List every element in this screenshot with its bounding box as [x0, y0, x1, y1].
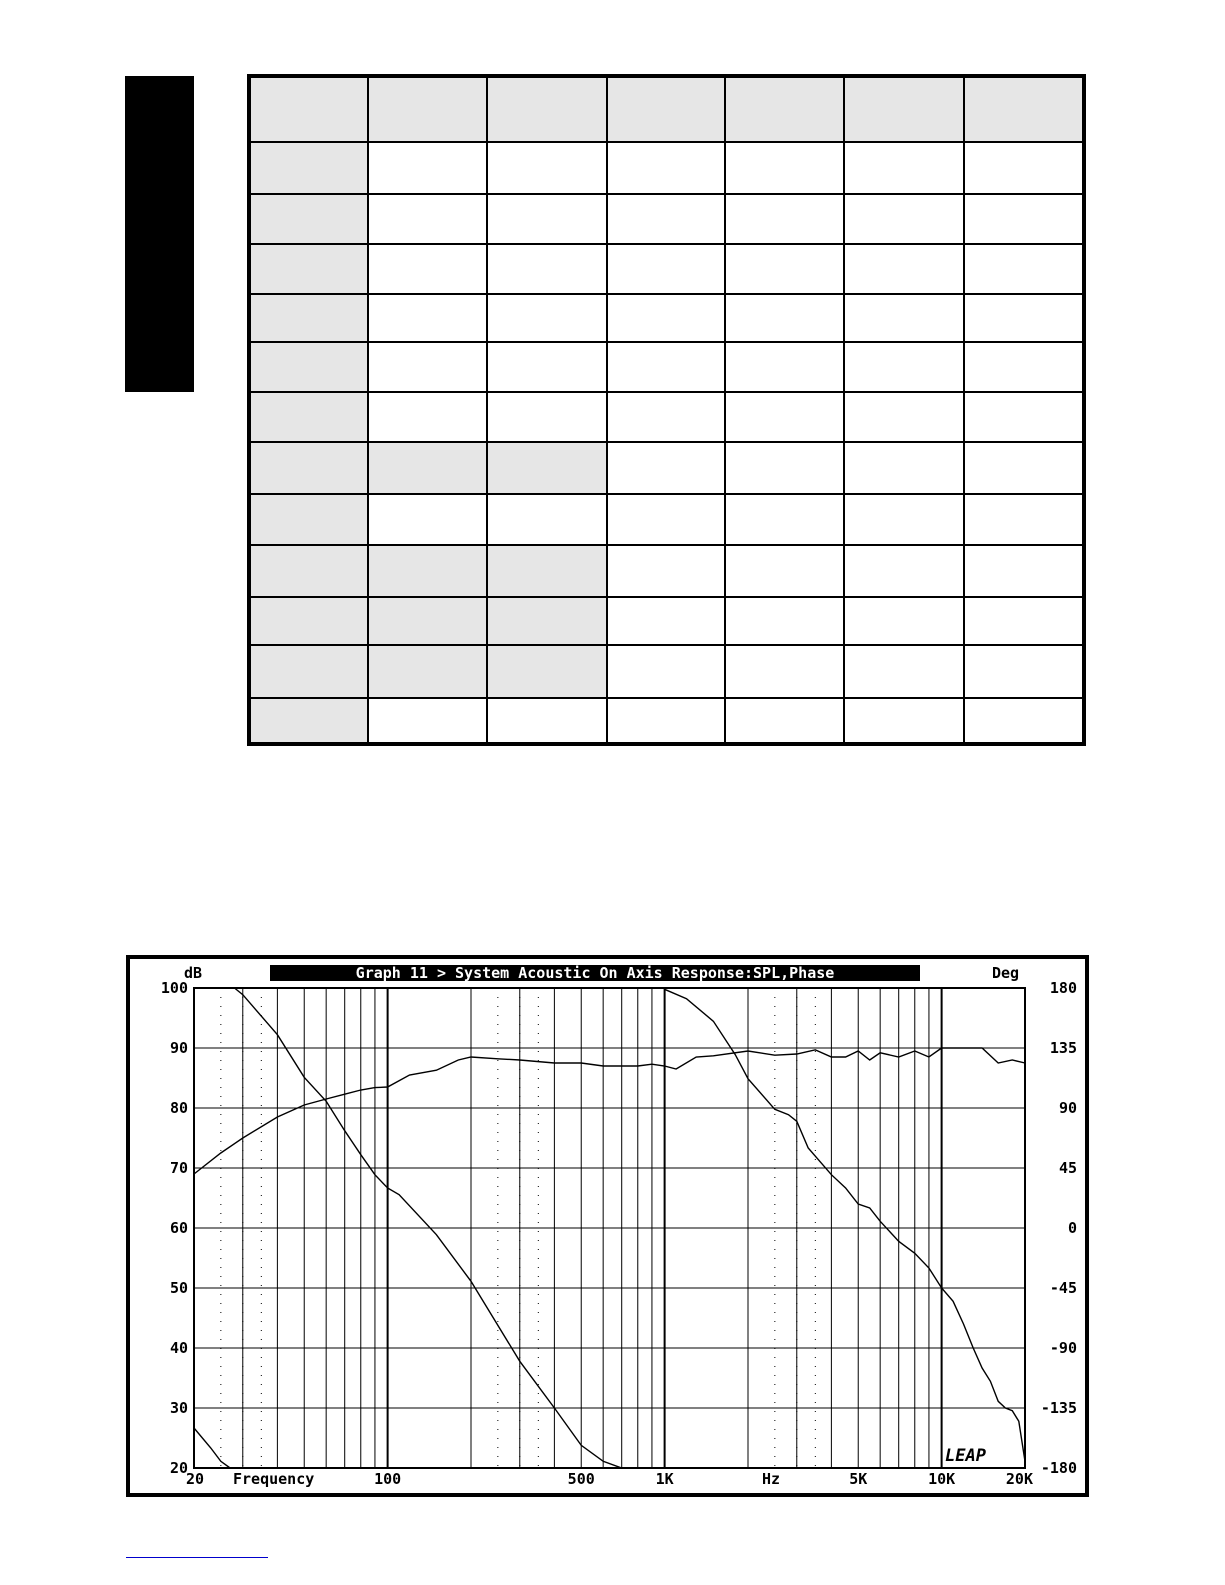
- table-row: [249, 392, 1084, 442]
- response-chart: [130, 959, 1085, 1493]
- table-cell: [964, 244, 1084, 294]
- table-row: [249, 294, 1084, 342]
- table-cell: [844, 545, 964, 597]
- y-tick-label: 70: [169, 1159, 188, 1177]
- y2-tick-label: -180: [1040, 1459, 1077, 1477]
- x-tick-label: 1K: [655, 1470, 674, 1488]
- table-cell: [725, 545, 844, 597]
- y2-tick-label: -135: [1040, 1399, 1077, 1417]
- tick-labels: [161, 979, 1077, 1488]
- table-cell: [964, 494, 1084, 545]
- table-cell: [725, 194, 844, 244]
- table-cell: [725, 76, 844, 142]
- table-cell: [249, 597, 368, 645]
- table-cell: [487, 392, 607, 442]
- table-row: [249, 494, 1084, 545]
- table-cell: [725, 342, 844, 392]
- table-cell: [368, 194, 487, 244]
- table-cell: [725, 392, 844, 442]
- table-cell: [368, 342, 487, 392]
- table-cell: [487, 76, 607, 142]
- chart-title: Graph 11 > System Acoustic On Axis Response:SPL,Phase: [355, 964, 835, 982]
- phase-line: [665, 989, 1025, 1461]
- table-cell: [607, 142, 725, 194]
- table-cell: [249, 698, 368, 744]
- table-cell: [249, 645, 368, 698]
- table-cell: [964, 76, 1084, 142]
- x-tick-label: 20: [186, 1470, 205, 1488]
- table-cell: [964, 194, 1084, 244]
- table-cell: [368, 392, 487, 442]
- table-cell: [607, 545, 725, 597]
- table-cell: [844, 645, 964, 698]
- y-axis-label: dB: [184, 964, 203, 982]
- table-cell: [607, 392, 725, 442]
- table-cell: [487, 244, 607, 294]
- table-cell: [844, 442, 964, 493]
- x-tick-label: 100: [374, 1470, 402, 1488]
- table-cell: [725, 645, 844, 698]
- table-cell: [844, 194, 964, 244]
- table-cell: [844, 142, 964, 194]
- table-cell: [487, 342, 607, 392]
- table-cell: [607, 194, 725, 244]
- table-cell: [487, 194, 607, 244]
- table-cell: [725, 442, 844, 493]
- table-cell: [368, 442, 487, 493]
- table-cell: [964, 342, 1084, 392]
- y2-tick-label: -45: [1049, 1279, 1077, 1297]
- table-cell: [607, 645, 725, 698]
- table-cell: [725, 142, 844, 194]
- table-cell: [964, 442, 1084, 493]
- table-row: [249, 194, 1084, 244]
- y-tick-label: 80: [169, 1099, 188, 1117]
- table-cell: [844, 76, 964, 142]
- y-tick-label: 50: [169, 1279, 188, 1297]
- y-tick-label: 20: [169, 1459, 188, 1477]
- table-cell: [249, 294, 368, 342]
- y2-tick-label: 180: [1049, 979, 1077, 997]
- table-cell: [964, 392, 1084, 442]
- table-cell: [249, 76, 368, 142]
- table-cell: [844, 294, 964, 342]
- table-cell: [249, 442, 368, 493]
- table-cell: [964, 698, 1084, 744]
- table-cell: [607, 244, 725, 294]
- table-cell: [844, 244, 964, 294]
- y2-axis-label: Deg: [992, 964, 1020, 982]
- table-cell: [487, 645, 607, 698]
- table-cell: [725, 294, 844, 342]
- y2-tick-label: -90: [1049, 1339, 1077, 1357]
- table-cell: [725, 494, 844, 545]
- table-cell: [844, 392, 964, 442]
- table-row: [249, 244, 1084, 294]
- table-cell: [487, 545, 607, 597]
- table-cell: [368, 244, 487, 294]
- table-cell: [844, 698, 964, 744]
- spec-table: [247, 74, 1086, 746]
- table-cell: [964, 597, 1084, 645]
- table-row: [249, 342, 1084, 392]
- table-cell: [607, 597, 725, 645]
- x-tick-label: 5K: [849, 1470, 868, 1488]
- table-cell: [249, 142, 368, 194]
- table-cell: [249, 342, 368, 392]
- section-tab: [125, 76, 194, 392]
- table-cell: [249, 244, 368, 294]
- y-tick-label: 30: [169, 1399, 188, 1417]
- table-row: [249, 698, 1084, 744]
- table-cell: [964, 545, 1084, 597]
- leap-logo: LEAP: [945, 1446, 986, 1466]
- table-row: [249, 142, 1084, 194]
- x-tick-label: 20K: [1005, 1470, 1033, 1488]
- table-cell: [368, 545, 487, 597]
- y2-tick-label: 90: [1058, 1099, 1077, 1117]
- table-cell: [607, 494, 725, 545]
- y2-tick-label: 0: [1067, 1219, 1077, 1237]
- y2-tick-label: 45: [1058, 1159, 1077, 1177]
- table-cell: [844, 597, 964, 645]
- table-cell: [249, 392, 368, 442]
- y2-tick-label: 135: [1049, 1039, 1077, 1057]
- table-cell: [487, 698, 607, 744]
- table-row: [249, 76, 1084, 142]
- table-cell: [368, 294, 487, 342]
- phase-line: [194, 1428, 230, 1468]
- table-cell: [487, 294, 607, 342]
- graph-frame: [126, 955, 1089, 1497]
- table-cell: [368, 645, 487, 698]
- table-row: [249, 597, 1084, 645]
- x-tick-label: 10K: [928, 1470, 956, 1488]
- table-cell: [487, 597, 607, 645]
- table-cell: [607, 76, 725, 142]
- table-cell: [725, 597, 844, 645]
- table-cell: [368, 142, 487, 194]
- y-tick-label: 90: [169, 1039, 188, 1057]
- table-cell: [368, 698, 487, 744]
- y-tick-label: 60: [169, 1219, 188, 1237]
- table-cell: [487, 442, 607, 493]
- table-cell: [964, 294, 1084, 342]
- x-tick-label: 500: [567, 1470, 595, 1488]
- table-cell: [487, 494, 607, 545]
- table-row: [249, 545, 1084, 597]
- table-cell: [607, 294, 725, 342]
- table-cell: [607, 698, 725, 744]
- table-cell: [964, 142, 1084, 194]
- table-cell: [725, 244, 844, 294]
- table-cell: [368, 76, 487, 142]
- table-cell: [607, 342, 725, 392]
- table-row: [249, 442, 1084, 493]
- y-tick-label: 100: [160, 979, 188, 997]
- table-cell: [249, 494, 368, 545]
- table-cell: [964, 645, 1084, 698]
- footer-link-line: [126, 1557, 268, 1558]
- table-cell: [844, 342, 964, 392]
- table-cell: [607, 442, 725, 493]
- table-cell: [725, 698, 844, 744]
- table-cell: [249, 194, 368, 244]
- table-cell: [368, 597, 487, 645]
- table-cell: [368, 494, 487, 545]
- table-cell: [249, 545, 368, 597]
- x-unit-label: Hz: [762, 1470, 781, 1488]
- grid: [194, 988, 1025, 1468]
- table-cell: [844, 494, 964, 545]
- y-tick-label: 40: [169, 1339, 188, 1357]
- table-cell: [487, 142, 607, 194]
- x-axis-label: Frequency: [233, 1470, 315, 1488]
- table-row: [249, 645, 1084, 698]
- spl-line: [194, 1048, 1025, 1174]
